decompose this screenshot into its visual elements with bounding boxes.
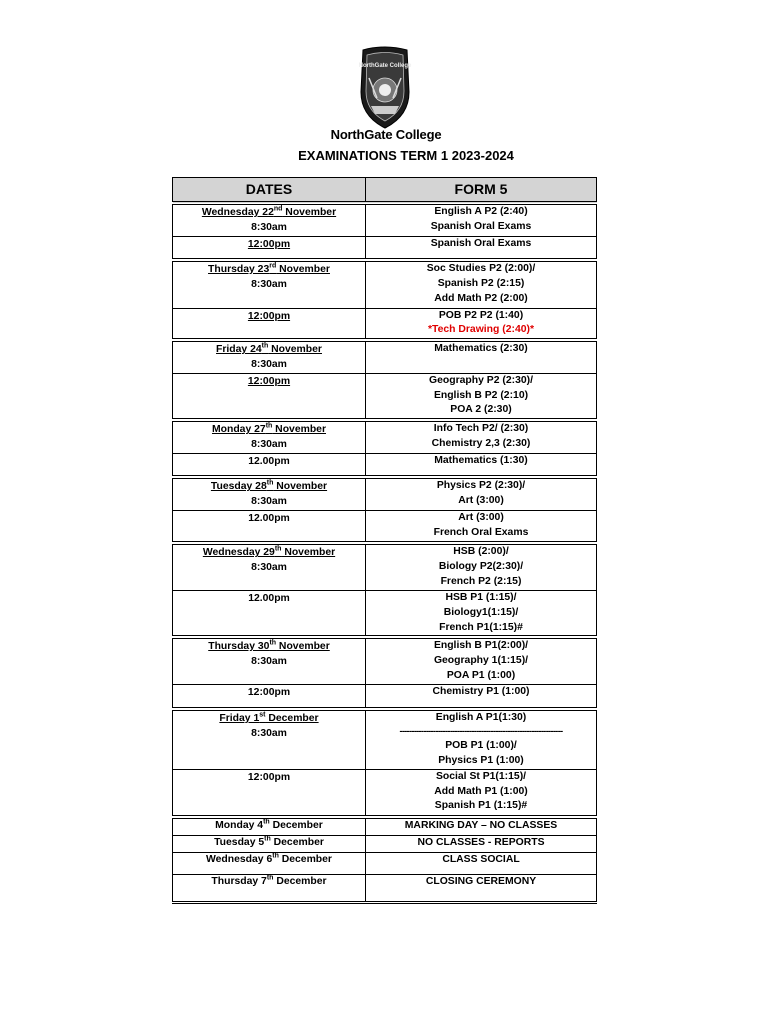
date-cell <box>173 684 366 709</box>
day-ordinal: th <box>261 342 269 350</box>
exam-entry: Soc Studies P2 (2:00)/ <box>426 263 536 275</box>
exam-entry: Art (3:00) <box>458 511 504 523</box>
time-label: 12:00pm <box>247 310 291 322</box>
exam-cell <box>366 684 597 709</box>
day-text: Friday 24 <box>216 344 262 356</box>
table-row <box>173 236 597 260</box>
day-label <box>173 639 365 655</box>
exam-entry: HSB P1 (1:15)/ <box>445 591 517 603</box>
time-label: 12.00pm <box>248 592 290 604</box>
exam-cell <box>366 308 597 340</box>
date-cell <box>173 852 366 874</box>
table-row <box>173 590 597 637</box>
date-cell <box>173 590 366 637</box>
day-label <box>173 711 365 727</box>
table-row <box>173 543 597 590</box>
exam-cell <box>366 373 597 420</box>
exam-cell <box>366 477 597 510</box>
exam-entry: English A P1(1:30) <box>435 712 527 724</box>
day-text: Tuesday 28 <box>210 481 267 493</box>
exam-cell <box>366 637 597 684</box>
college-crest-logo <box>357 46 413 130</box>
date-cell <box>173 477 366 510</box>
event-cell <box>366 852 597 874</box>
date-cell <box>173 340 366 373</box>
table-row <box>173 835 597 852</box>
table-row <box>173 709 597 769</box>
exam-title: EXAMINATIONS TERM 1 2023-2024 <box>298 148 514 163</box>
day-label <box>173 819 365 834</box>
time-label: 12.00pm <box>248 512 290 524</box>
day-ordinal: th <box>265 422 273 430</box>
separator-line: -------------------------------------------------------------------- <box>399 726 563 737</box>
event-label: CLOSING CEREMONY <box>425 875 537 887</box>
exam-entry: English A P2 (2:40) <box>434 206 528 217</box>
date-cell <box>173 817 366 835</box>
day-ordinal: th <box>264 835 271 843</box>
date-cell <box>173 510 366 543</box>
exam-entry: HSB (2:00)/ <box>453 546 509 558</box>
day-ordinal: rd <box>269 262 277 270</box>
day-ordinal: th <box>263 818 270 826</box>
date-cell <box>173 420 366 453</box>
date-cell <box>173 637 366 684</box>
exam-entry: Social St P1(1:15)/ <box>435 770 527 782</box>
day-label <box>173 422 365 438</box>
exam-entry: *Tech Drawing (2:40)* <box>427 324 535 336</box>
table-row <box>173 769 597 817</box>
date-cell <box>173 203 366 236</box>
exam-entry: Physics P2 (2:30)/ <box>436 480 526 492</box>
table-header-row <box>173 178 597 204</box>
time-label: 8:30am <box>251 278 287 290</box>
exam-entry: Physics P1 (1:00) <box>438 754 524 766</box>
day-label <box>173 205 365 221</box>
event-label: MARKING DAY – NO CLASSES <box>404 820 558 832</box>
exam-cell <box>366 769 597 817</box>
time-label: 8:30am <box>251 439 287 451</box>
event-cell <box>366 874 597 902</box>
event-cell <box>366 817 597 835</box>
exam-entry: POA 2 (2:30) <box>450 404 512 416</box>
day-label <box>173 479 365 495</box>
exam-entry: Mathematics (1:30) <box>434 454 528 466</box>
day-label <box>173 875 365 890</box>
table-row <box>173 420 597 453</box>
day-month: November <box>268 344 322 356</box>
day-month: November <box>281 547 336 559</box>
form5-column-header: FORM 5 <box>366 178 597 204</box>
exam-entry: Spanish Oral Exams <box>430 237 532 249</box>
exam-entry: Geography P2 (2:30)/ <box>429 374 533 386</box>
day-text: Wednesday 29 <box>202 547 275 559</box>
day-month: December <box>278 853 332 865</box>
date-cell <box>173 373 366 420</box>
exam-cell <box>366 590 597 637</box>
exam-entry: French Oral Exams <box>433 526 529 538</box>
day-text: Wednesday 22 <box>201 207 274 218</box>
table-row <box>173 340 597 373</box>
timetable-body <box>173 203 597 902</box>
exam-cell <box>366 420 597 453</box>
time-label: 8:30am <box>251 221 287 233</box>
date-cell <box>173 769 366 817</box>
day-text: Thursday 30 <box>208 641 270 653</box>
date-cell <box>173 236 366 260</box>
day-ordinal: th <box>272 852 279 860</box>
exam-entry: Geography 1(1:15)/ <box>433 655 529 667</box>
exam-cell <box>366 260 597 308</box>
exam-entry: Biology P2(2:30)/ <box>438 561 524 573</box>
exam-entry: Chemistry P1 (1:00) <box>432 685 530 697</box>
exam-entry: Spanish Oral Exams <box>430 220 532 232</box>
table-row <box>173 260 597 308</box>
day-label <box>173 836 365 851</box>
day-ordinal: th <box>266 479 274 487</box>
exam-cell <box>366 709 597 769</box>
day-ordinal: st <box>259 711 266 719</box>
exam-entry: Biology1(1:15)/ <box>443 606 519 618</box>
exam-entry: French P2 (2:15) <box>440 576 522 588</box>
date-cell <box>173 709 366 769</box>
day-month: December <box>270 836 324 848</box>
date-cell <box>173 835 366 852</box>
day-month: November <box>273 481 328 493</box>
day-label <box>173 262 365 278</box>
time-label: 12:00pm <box>247 375 291 387</box>
date-cell <box>173 453 366 477</box>
table-row <box>173 874 597 902</box>
event-cell <box>366 835 597 852</box>
time-label: 8:30am <box>251 656 287 668</box>
time-label: 12:00pm <box>247 238 291 250</box>
exam-entry: Art (3:00) <box>458 495 504 507</box>
exam-timetable <box>172 177 597 904</box>
exam-entry: Add Math P2 (2:00) <box>434 292 528 304</box>
exam-cell <box>366 203 597 236</box>
day-month: November <box>276 641 330 653</box>
exam-entry: POA P1 (1:00) <box>446 669 516 681</box>
table-row <box>173 453 597 477</box>
day-month: November <box>272 424 327 436</box>
day-text: Thursday 23 <box>208 264 270 276</box>
time-label: 12:00pm <box>247 686 291 698</box>
exam-entry: French P1(1:15)# <box>439 621 523 633</box>
day-ordinal: th <box>266 874 274 882</box>
event-label: CLASS SOCIAL <box>442 853 520 865</box>
exam-entry: Spanish P2 (2:15) <box>437 277 525 289</box>
table-row <box>173 373 597 420</box>
day-month: December <box>269 820 323 832</box>
date-cell <box>173 260 366 308</box>
day-text: Tuesday 5 <box>214 836 265 848</box>
table-row <box>173 308 597 340</box>
day-ordinal: th <box>274 546 282 553</box>
day-text: Thursday 7 <box>211 875 267 887</box>
exam-entry: Chemistry 2,3 (2:30) <box>431 438 531 450</box>
time-label: 8:30am <box>251 728 287 740</box>
exam-entry: English B P1(2:00)/ <box>433 640 529 652</box>
exam-cell <box>366 543 597 590</box>
table-row <box>173 510 597 543</box>
day-label <box>173 853 365 868</box>
exam-cell <box>366 340 597 373</box>
exam-cell <box>366 236 597 260</box>
date-cell <box>173 543 366 590</box>
exam-entry: English B P2 (2:10) <box>433 389 529 401</box>
time-label: 8:30am <box>251 562 287 574</box>
date-cell <box>173 874 366 902</box>
table-row <box>173 684 597 709</box>
day-month: November <box>276 264 330 276</box>
day-label <box>173 545 365 561</box>
date-cell <box>173 308 366 340</box>
crest-text: NorthGate College <box>358 63 412 69</box>
time-label: 8:30am <box>251 496 287 508</box>
event-label: NO CLASSES - REPORTS <box>417 836 545 848</box>
table-row <box>173 203 597 236</box>
day-text: Wednesday 6 <box>206 853 273 865</box>
table-row <box>173 477 597 510</box>
day-text: Monday 27 <box>211 424 266 436</box>
day-month: December <box>273 875 327 887</box>
exam-entry: POB P1 (1:00)/ <box>445 740 517 752</box>
day-month: December <box>265 713 319 725</box>
table-row <box>173 852 597 874</box>
day-text: Monday 4 <box>215 820 264 832</box>
exam-entry: Info Tech P2/ (2:30) <box>433 423 529 435</box>
exam-cell <box>366 510 597 543</box>
day-ordinal: nd <box>273 205 283 213</box>
day-label <box>173 342 365 358</box>
day-text: Friday 1 <box>219 713 260 725</box>
table-row <box>173 817 597 835</box>
time-label: 12.00pm <box>248 455 290 467</box>
exam-entry: Spanish P1 (1:15)# <box>434 800 528 812</box>
day-month: November <box>282 207 337 218</box>
time-label: 12:00pm <box>247 771 291 783</box>
exam-cell <box>366 453 597 477</box>
college-name: NorthGate College <box>330 127 442 142</box>
exam-entry: POB P2 P2 (1:40) <box>438 309 524 321</box>
exam-entry: Mathematics (2:30) <box>434 343 528 355</box>
day-ordinal: th <box>269 639 277 647</box>
time-label: 8:30am <box>251 358 287 370</box>
exam-entry: Add Math P1 (1:00) <box>434 785 528 797</box>
table-row <box>173 637 597 684</box>
dates-column-header: DATES <box>173 178 366 204</box>
